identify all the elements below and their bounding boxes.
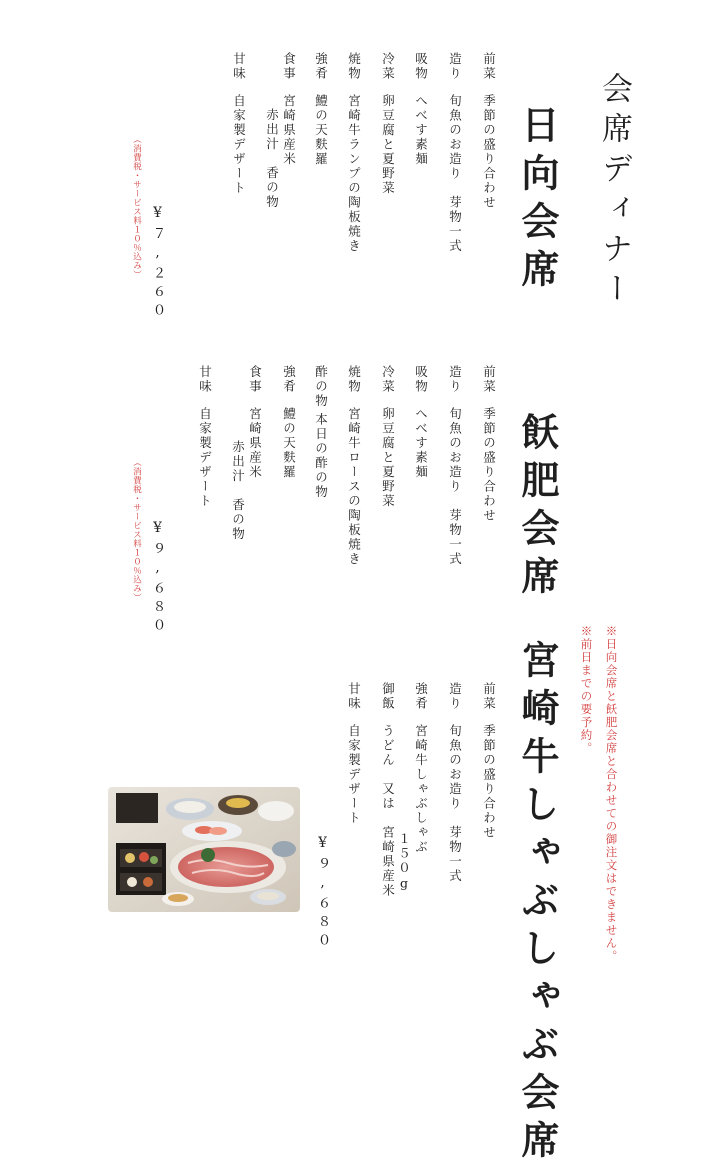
course-item: [282, 52, 295, 167]
item-text: 宮崎県産米: [281, 94, 297, 167]
course-item: [414, 365, 427, 480]
item-category: 吸物: [413, 52, 429, 81]
item-text: 卵豆腐と夏野菜: [380, 94, 396, 196]
course-item: [314, 52, 327, 167]
item-text: 自家製デザート: [231, 94, 247, 196]
item-category: 甘味: [346, 682, 362, 711]
item-category: 御飯: [380, 682, 396, 711]
item-category: 冷菜: [380, 365, 396, 394]
dish-photo-icon: [108, 787, 300, 912]
item-text: へべす素麺: [413, 407, 429, 480]
item-category: 造り: [447, 682, 463, 711]
item-category: 前菜: [481, 682, 497, 711]
main-title: 会席ディナー: [596, 72, 632, 312]
item-category: 造り: [447, 52, 463, 81]
course-item: [198, 365, 211, 509]
tax-note: （消費税・サービス料１０％込み）: [131, 135, 142, 279]
item-category: 前菜: [481, 52, 497, 81]
item-text-secondary: [397, 832, 410, 893]
course-price: ¥９,６８０: [314, 835, 331, 951]
item-category: 甘味: [197, 365, 213, 394]
item-category: 焼物: [346, 365, 362, 394]
course-item: [448, 365, 461, 567]
course-item: [381, 682, 394, 898]
course-item: [347, 365, 360, 567]
item-text: へべす素麺: [413, 94, 429, 167]
item-text: うどん 又は 宮崎県産米: [380, 724, 396, 898]
course-item: [448, 52, 461, 254]
course-item: [314, 365, 327, 500]
item-text: 季節の盛り合わせ: [481, 407, 497, 523]
item-category: 強肴: [281, 365, 297, 394]
tax-note: （消費税・サービス料１０％込み）: [131, 458, 142, 602]
course-item: [232, 52, 245, 196]
course-item: [414, 52, 427, 167]
item-text: １５０g: [396, 832, 412, 893]
course-item: [282, 365, 295, 480]
item-text: 宮崎県産米: [247, 407, 263, 480]
item-category: 食事: [281, 52, 297, 81]
item-text: 宮崎牛ランプの陶板焼き: [346, 94, 362, 254]
item-text-secondary: [231, 440, 244, 542]
item-text: 季節の盛り合わせ: [481, 94, 497, 210]
course-title-hyuga: 日向会席: [515, 105, 560, 297]
item-category: 酢の物: [313, 365, 329, 409]
course-item: [482, 682, 495, 840]
course-price: ¥７,２６０: [149, 205, 166, 321]
kaiseki-dish-photo: [108, 787, 300, 912]
course-item: [448, 682, 461, 884]
item-text: 旬魚のお造り 芽物一式: [447, 94, 463, 254]
item-category: 甘味: [231, 52, 247, 81]
order-note: ※日向会席と飫肥会席と合わせての御注文はできません。: [604, 625, 619, 963]
item-text: 旬魚のお造り 芽物一式: [447, 724, 463, 884]
course-item: [347, 52, 360, 254]
course-item: [248, 365, 261, 480]
course-item: [482, 52, 495, 210]
item-text: 卵豆腐と夏野菜: [380, 407, 396, 509]
course-item: [482, 365, 495, 523]
item-category: 造り: [447, 365, 463, 394]
course-item: [347, 682, 360, 826]
item-text: 本日の酢の物: [313, 412, 329, 500]
course-title-shabu: 宮崎牛しゃぶしゃぶ会席: [515, 640, 560, 1168]
item-text: 鱧の天麩羅: [281, 407, 297, 480]
item-text: 自家製デザート: [346, 724, 362, 826]
item-category: 前菜: [481, 365, 497, 394]
course-title-obi: 飫肥会席: [515, 412, 560, 604]
item-category: 強肴: [413, 682, 429, 711]
item-category: 吸物: [413, 365, 429, 394]
item-text: 旬魚のお造り 芽物一式: [447, 407, 463, 567]
course-price: ¥９,６８０: [149, 520, 166, 636]
item-category: 焼物: [346, 52, 362, 81]
item-text: 季節の盛り合わせ: [481, 724, 497, 840]
item-category: 食事: [247, 365, 263, 394]
course-item: [414, 682, 427, 855]
item-text: 赤出汁 香の物: [264, 108, 280, 210]
item-text: 宮崎牛しゃぶしゃぶ: [413, 724, 429, 855]
item-category: 冷菜: [380, 52, 396, 81]
reservation-note: ※前日までの要予約。: [579, 625, 594, 755]
item-category: 強肴: [313, 52, 329, 81]
item-text: 鱧の天麩羅: [313, 94, 329, 167]
item-text: 宮崎牛ロースの陶板焼き: [346, 407, 362, 567]
item-text: 赤出汁 香の物: [230, 440, 246, 542]
item-text-secondary: [265, 108, 278, 210]
course-item: [381, 365, 394, 509]
item-text: 自家製デザート: [197, 407, 213, 509]
course-item: [381, 52, 394, 196]
